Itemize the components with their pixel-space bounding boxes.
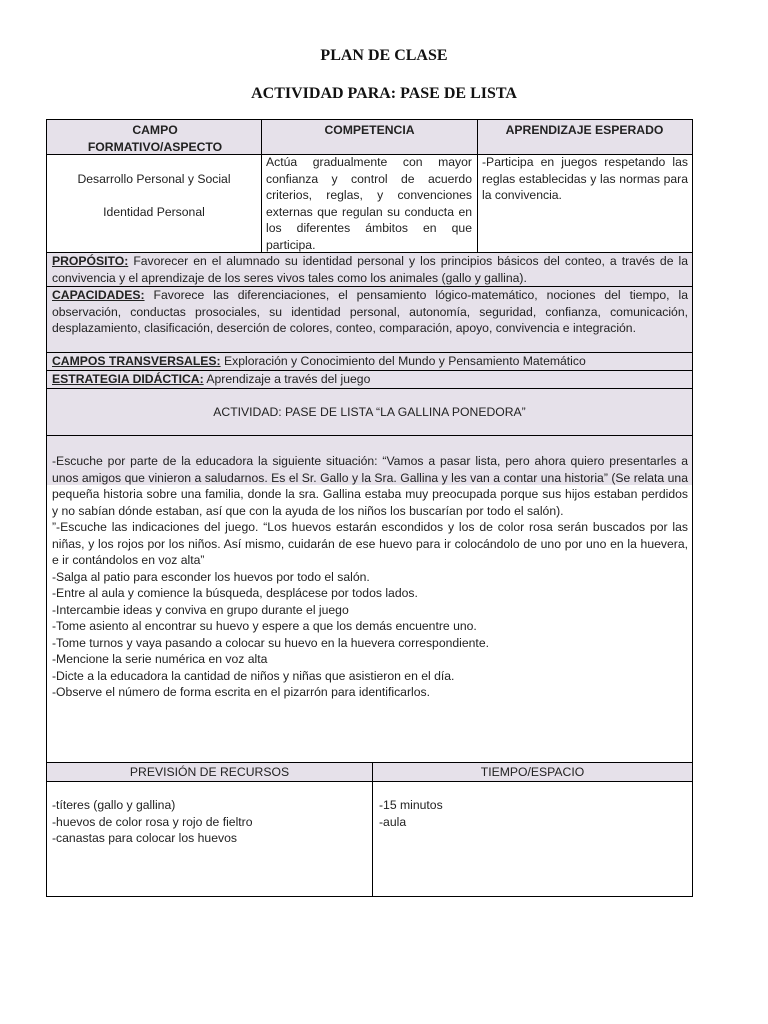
competencia-text: Actúa gradualmente con mayor confianza y control de acuerdo criterios, reglas, y convenciones externas que regulan su conducta en los diferentes ámbitos en que participa. (266, 155, 472, 252)
estrategia-text: Aprendizaje a través del juego (203, 372, 371, 386)
capacidades-text: Favorece las diferenciaciones, el pensamiento lógico-matemático, nociones del tiempo, la observación, conductas prosociales, su identidad personal, autonomía, seguridad, confianza, comunicación, desplazamiento, clasificación, deserción de colores, conteo, comparación, apoyo, convivencia e integración. (52, 288, 688, 335)
estrategia-label: ESTRATEGIA DIDÁCTICA: (52, 372, 204, 386)
tiempo-list (379, 797, 679, 830)
capacidades-block (52, 287, 688, 337)
plan-table (46, 119, 693, 436)
header-recursos: PREVISIÓN DE RECURSOS (129, 765, 290, 779)
document-title: PLAN DE CLASE (320, 47, 448, 64)
activity-text (52, 453, 688, 701)
activity-line: -Observe el número de forma escrita en el pizarrón para identificarlos. (52, 685, 430, 699)
recurso-item: -títeres (gallo y gallina) (52, 798, 176, 812)
actividad-title: ACTIVIDAD: PASE DE LISTA “LA GALLINA PONEDORA” (213, 405, 526, 419)
activity-line: -Salga al patio para esconder los huevos por todo el salón. (52, 569, 370, 584)
recursos-list (52, 797, 367, 847)
activity-line: -Escuche por parte de la educadora la siguiente situación: “Vamos a pasar lista, pero ahora quiero presentarles a unos amigos que vinieron a saludarnos. Es el Sr. Gallo y la Sra. Gallina y les van a contar una historia” (Se relata una pequeña historia sobre una familia, donde la sra. Gallina estaba muy preocupada porque sus hijos estaban perdidos y no sabían dónde estaban, así que con la ayuda de los niños los buscarían por todo el salón). (52, 454, 688, 518)
header-aprendizaje: APRENDIZAJE ESPERADO (505, 123, 664, 137)
proposito-label: PROPÓSITO: (52, 254, 129, 268)
activity-description (46, 435, 693, 763)
header-tiempo: TIEMPO/ESPACIO (480, 765, 585, 779)
tiempo-item: -aula (379, 814, 407, 829)
tiempo-item: -15 minutos (379, 798, 443, 812)
transversales-label: CAMPOS TRANSVERSALES: (52, 354, 221, 368)
proposito-block (52, 253, 688, 286)
activity-line: -Mencione la serie numérica en voz alta (52, 652, 268, 666)
activity-line: -Intercambie ideas y conviva en grupo durante el juego (52, 602, 349, 617)
aprendizaje-text: -Participa en juegos respetando las reglas establecidas y las normas para la convivencia. (482, 155, 688, 202)
activity-line: ”-Escuche las indicaciones del juego. “Los huevos estarán escondidos y los de color rosa serán buscados por las niñas, y los rojos por los niños. Así mismo, cuidarán de ese huevo para ir colocándolo de uno por uno en la huevera, e ir contándolos en voz alta” (52, 520, 688, 567)
activity-line: -Tome turnos y vaya pasando a colocar su huevo en la huevera correspondiente. (52, 635, 489, 650)
recurso-item: -huevos de color rosa y rojo de fieltro (52, 814, 253, 829)
header-competencia: COMPETENCIA (324, 123, 415, 137)
activity-line: -Entre al aula y comience la búsqueda, desplácese por todos lados. (52, 586, 418, 600)
proposito-text: Favorecer en el alumnado su identidad personal y los principios básicos del conteo, a través de la convivencia y el aprendizaje de los seres vivos tales como los animales (gallo y gallina). (52, 254, 688, 285)
capacidades-label: CAPACIDADES: (52, 288, 145, 302)
resources-table (46, 762, 693, 897)
aspecto: Identidad Personal (103, 205, 205, 219)
header-campo: CAMPO FORMATIVO/ASPECTO (87, 123, 223, 154)
activity-line: -Dicte a la educadora la cantidad de niños y niñas que asistieron en el día. (52, 668, 455, 683)
activity-line: -Tome asiento al encontrar su huevo y espere a que los demás encuentre uno. (52, 619, 477, 633)
transversales-block (52, 353, 688, 370)
estrategia-block (52, 371, 688, 388)
transversales-text: Exploración y Conocimiento del Mundo y Pensamiento Matemático (220, 354, 586, 368)
recurso-item: -canastas para colocar los huevos (52, 831, 237, 845)
document-subtitle: ACTIVIDAD PARA: PASE DE LISTA (251, 85, 517, 102)
campo-formativo: Desarrollo Personal y Social (77, 172, 231, 186)
